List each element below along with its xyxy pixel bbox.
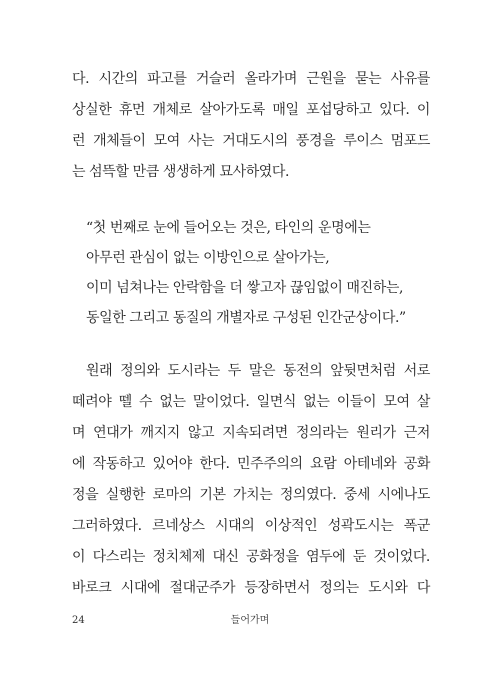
quote-line: 이미 넘쳐나는 안락함을 더 쌓고자 끊임없이 매진하는, — [86, 280, 404, 296]
body-paragraph-1 — [72, 64, 430, 188]
text-line: 상실한 휴먼 개체로 살아가도록 매일 포섭당하고 있다. 이 — [72, 102, 430, 118]
text-line: 그러하였다. 르네상스 시대의 이상적인 성곽도시는 폭군 — [72, 518, 430, 534]
text-line: 에 작동하고 있어야 한다. 민주주의의 요람 아테네와 공화 — [72, 456, 430, 472]
text-line: 며 연대가 깨지지 않고 지속되려면 정의라는 원리가 근저 — [72, 425, 430, 441]
page-number: 24 — [72, 615, 85, 626]
quote-line: 아무런 관심이 없는 이방인으로 살아가는, — [86, 250, 330, 266]
text-line: 다. 시간의 파고를 거슬러 올라가며 근원을 묻는 사유를 — [72, 71, 430, 87]
block-quote — [86, 213, 416, 333]
body-paragraph-2 — [72, 356, 430, 604]
quote-line: 동일한 그리고 동질의 개별자로 구성된 인간군상이다.” — [86, 310, 406, 326]
running-title: 들어가며 — [230, 615, 270, 626]
quote-line: “첫 번째로 눈에 들어오는 것은, 타인의 운명에는 — [86, 220, 371, 236]
text-line: 이 다스리는 정치체제 대신 공화정을 염두에 둔 것이었다. — [72, 549, 430, 565]
text-line: 원래 정의와 도시라는 두 말은 동전의 앞뒷면처럼 서로 — [86, 363, 430, 379]
text-line: 바로크 시대에 절대군주가 등장하면서 정의는 도시와 다 — [72, 580, 430, 596]
text-line: 떼려야 뗄 수 없는 말이었다. 일면식 없는 이들이 모여 살 — [72, 394, 430, 410]
text-line: 정을 실행한 로마의 기본 가치는 정의였다. 중세 시에나도 — [72, 487, 430, 503]
text-line: 는 섬뜩할 만큼 생생하게 묘사하였다. — [72, 164, 290, 180]
text-line: 런 개체들이 모여 사는 거대도시의 풍경을 루이스 멈포드 — [72, 133, 430, 149]
